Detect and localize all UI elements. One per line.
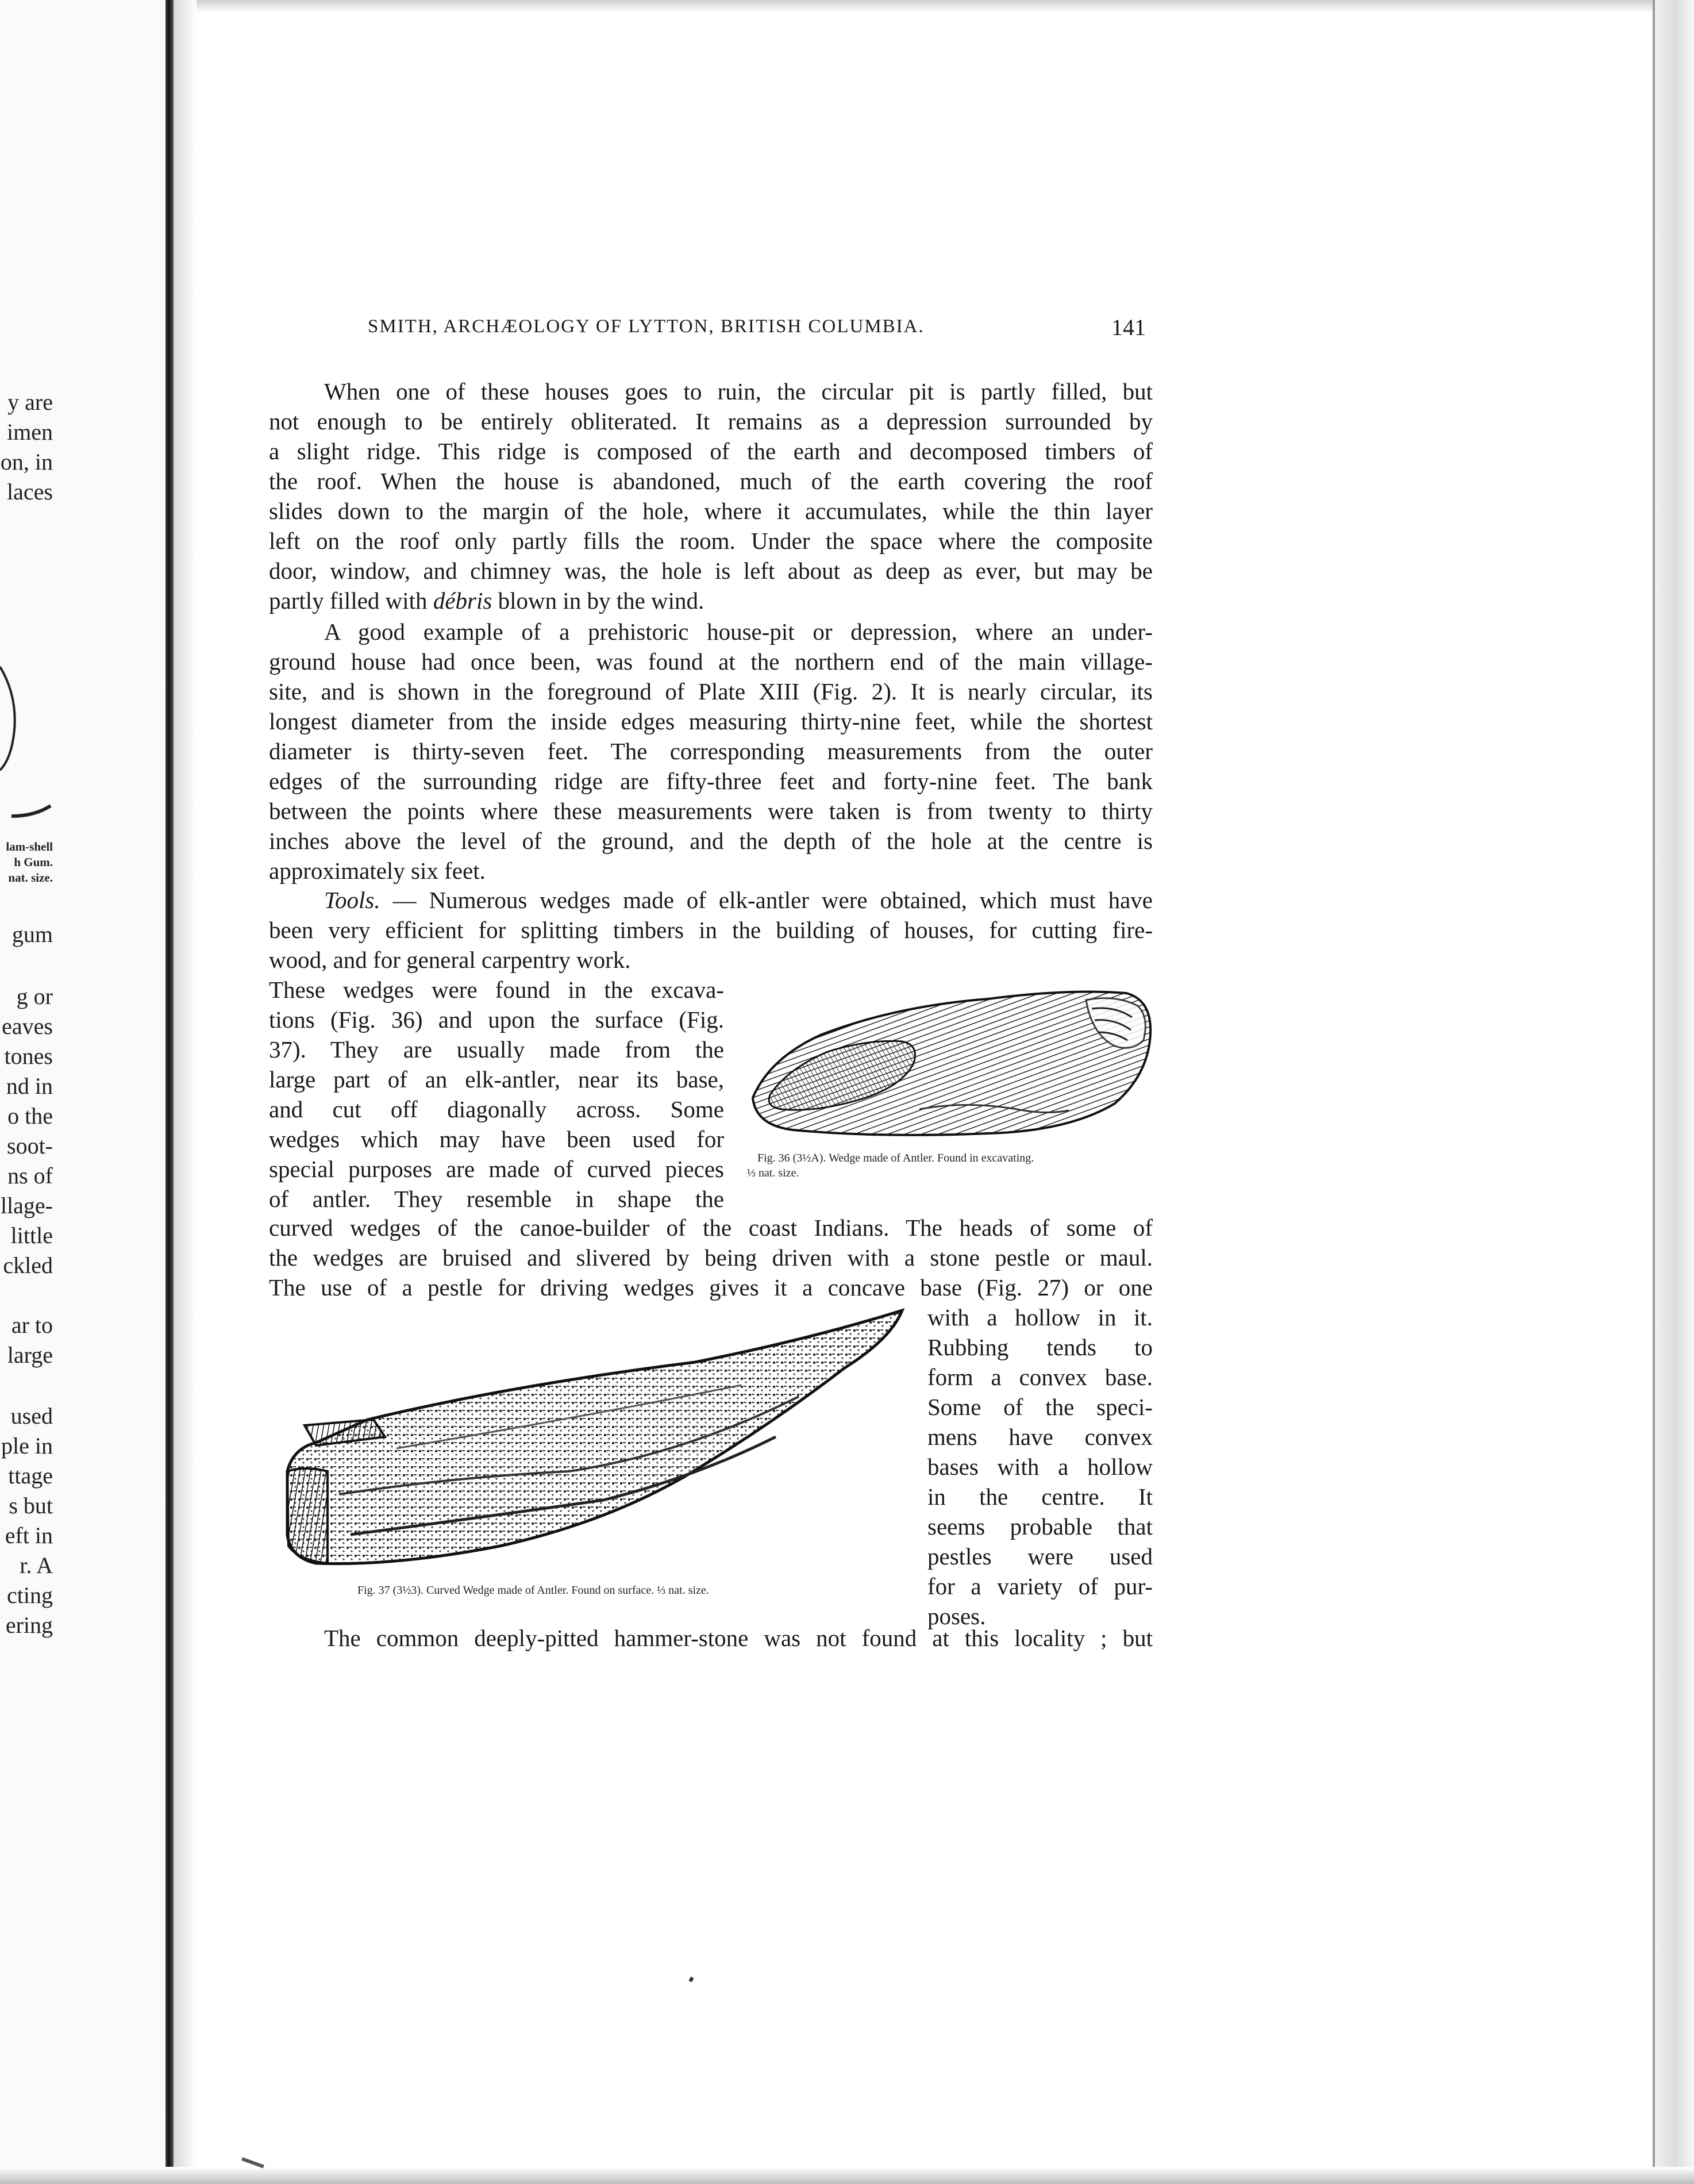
body-line: tions (Fig. 36) and upon the surface (Fig.: [269, 1006, 724, 1033]
fig36-caption: Fig. 36 (3½A). Wedge made of Antler. Found in excavating.: [757, 1152, 1034, 1164]
body-line: with a hollow in it.: [927, 1304, 1153, 1331]
body-text: — Numerous wedges made of elk-antler were obtained, which must have: [380, 887, 1153, 913]
gutter-shadow: [174, 0, 197, 2184]
body-line: edges of the surrounding ridge are fifty-three feet and forty-nine feet. The bank: [269, 768, 1153, 794]
body-line: A good example of a prehistoric house-pit or depression, where an under-: [324, 618, 1153, 645]
facing-page-line: on, in: [0, 449, 53, 475]
page-number: 141: [1111, 314, 1146, 340]
facing-page-illustration-fragment: [0, 644, 57, 833]
body-line: slides down to the margin of the hole, where it accumulates, while the thin layer: [269, 498, 1153, 524]
facing-page-line: llage-: [0, 1193, 53, 1218]
body-line: curved wedges of the canoe-builder of the coast Indians. The heads of some of: [269, 1214, 1153, 1241]
body-line: pestles were used: [927, 1543, 1153, 1570]
facing-page-line: laces: [7, 479, 53, 505]
scan-speck: [688, 1977, 694, 1982]
facing-caption-line: h Gum.: [14, 855, 53, 869]
facing-page-line: eaves: [2, 1013, 53, 1039]
body-line: [269, 885, 1153, 915]
page-stack-edge: [1655, 0, 1694, 2184]
body-line: site, and is shown in the foreground of Plate XIII (Fig. 2). It is nearly circular, its: [269, 678, 1153, 705]
facing-page-line: y are: [7, 389, 53, 415]
facing-page-line: ple in: [1, 1433, 53, 1459]
body-line: and cut off diagonally across. Some: [269, 1096, 724, 1122]
facing-page-line: nd in: [6, 1073, 53, 1099]
body-line: approximately six feet.: [269, 858, 486, 884]
facing-page-line: o the: [7, 1103, 53, 1129]
body-line: bases with a hollow: [927, 1454, 1153, 1480]
body-line: poses.: [927, 1603, 986, 1629]
facing-page-line: little: [10, 1222, 53, 1248]
body-line: Rubbing tends to: [927, 1334, 1153, 1360]
facing-page-line: r. A: [20, 1552, 53, 1578]
body-line: a slight ridge. This ridge is composed of the earth and decomposed timbers of: [269, 438, 1153, 464]
fig37-curved-antler-wedge-illustration: [282, 1305, 919, 1575]
body-line: left on the roof only partly fills the room. Under the space where the composite: [269, 528, 1153, 554]
facing-page-line: used: [10, 1403, 53, 1429]
body-line: in the centre. It: [927, 1483, 1153, 1510]
scan-bottom-shadow: [0, 2167, 1694, 2184]
facing-page-line: gum: [11, 921, 53, 947]
body-line: mens have convex: [927, 1424, 1153, 1450]
facing-page-line: ering: [5, 1612, 53, 1638]
body-text: partly filled with: [269, 587, 433, 614]
facing-page-line: tones: [4, 1043, 53, 1069]
body-line: the wedges are bruised and slivered by being driven with a stone pestle or maul.: [269, 1244, 1153, 1271]
facing-page-line: ckled: [3, 1252, 53, 1278]
body-line: the roof. When the house is abandoned, much of the earth covering the roof: [269, 468, 1153, 494]
facing-caption-line: lam-shell: [6, 840, 53, 853]
section-heading-tools: Tools.: [324, 887, 380, 913]
facing-page-line: s but: [9, 1493, 53, 1518]
body-line: The common deeply-pitted hammer-stone was not found at this locality ; but: [324, 1625, 1153, 1651]
body-line: seems probable that: [927, 1513, 1153, 1540]
body-line: been very efficient for splitting timbers in the building of houses, for cutting fire-: [269, 917, 1153, 943]
facing-page-line: ttage: [8, 1463, 53, 1489]
body-line: When one of these houses goes to ruin, the circular pit is partly filled, but: [324, 378, 1153, 405]
body-line: diameter is thirty-seven feet. The corresponding measurements from the outer: [269, 738, 1153, 764]
book-gutter: [165, 0, 174, 2184]
facing-page-line: ar to: [11, 1312, 53, 1338]
facing-page-line: cting: [7, 1582, 53, 1608]
body-line: door, window, and chimney was, the hole is left about as deep as ever, but may be: [269, 557, 1153, 584]
fig37-caption: Fig. 37 (3½3). Curved Wedge made of Antler. Found on surface. ⅓ nat. size.: [357, 1584, 709, 1597]
facing-page-line: soot-: [7, 1133, 53, 1159]
scan-top-shadow: [0, 0, 1694, 13]
body-line: The use of a pestle for driving wedges gives it a concave base (Fig. 27) or one: [269, 1274, 1153, 1301]
facing-page-line: imen: [7, 419, 53, 445]
body-line: large part of an elk-antler, near its base,: [269, 1066, 724, 1093]
body-line: These wedges were found in the excava-: [269, 976, 724, 1003]
facing-page-line: large: [7, 1342, 53, 1368]
body-line: ground house had once been, was found at the northern end of the main village-: [269, 648, 1153, 675]
body-line: inches above the level of the ground, and the depth of the hole at the centre is: [269, 828, 1153, 854]
facing-page-caption: [6, 839, 53, 886]
body-line: between the points where these measurements were taken is from twenty to thirty: [269, 798, 1153, 824]
facing-page-line: ns of: [7, 1163, 53, 1189]
body-line: wood, and for general carpentry work.: [269, 947, 631, 973]
facing-caption-line: nat. size.: [8, 871, 53, 885]
body-line: of antler. They resemble in shape the: [269, 1186, 724, 1212]
body-line: wedges which may have been used for: [269, 1126, 724, 1152]
body-text: blown in by the wind.: [492, 587, 704, 614]
body-line: for a variety of pur-: [927, 1573, 1153, 1599]
body-line: special purposes are made of curved pieces: [269, 1156, 724, 1182]
body-line: [269, 586, 1153, 616]
body-line: 37). They are usually made from the: [269, 1036, 724, 1063]
facing-page-line: g or: [16, 983, 53, 1009]
italic-term: débris: [433, 587, 492, 614]
fig36-antler-wedge-illustration: [747, 977, 1161, 1149]
fig36-caption-scale: ⅓ nat. size.: [747, 1167, 799, 1179]
running-title: SMITH, ARCHÆOLOGY OF LYTTON, BRITISH COLUMBIA.: [368, 316, 925, 337]
body-line: not enough to be entirely obliterated. It remains as a depression surrounded by: [269, 408, 1153, 435]
body-line: Some of the speci-: [927, 1394, 1153, 1420]
body-line: form a convex base.: [927, 1364, 1153, 1390]
body-line: longest diameter from the inside edges measuring thirty-nine feet, while the shortest: [269, 708, 1153, 735]
facing-page-line: eft in: [5, 1522, 53, 1548]
